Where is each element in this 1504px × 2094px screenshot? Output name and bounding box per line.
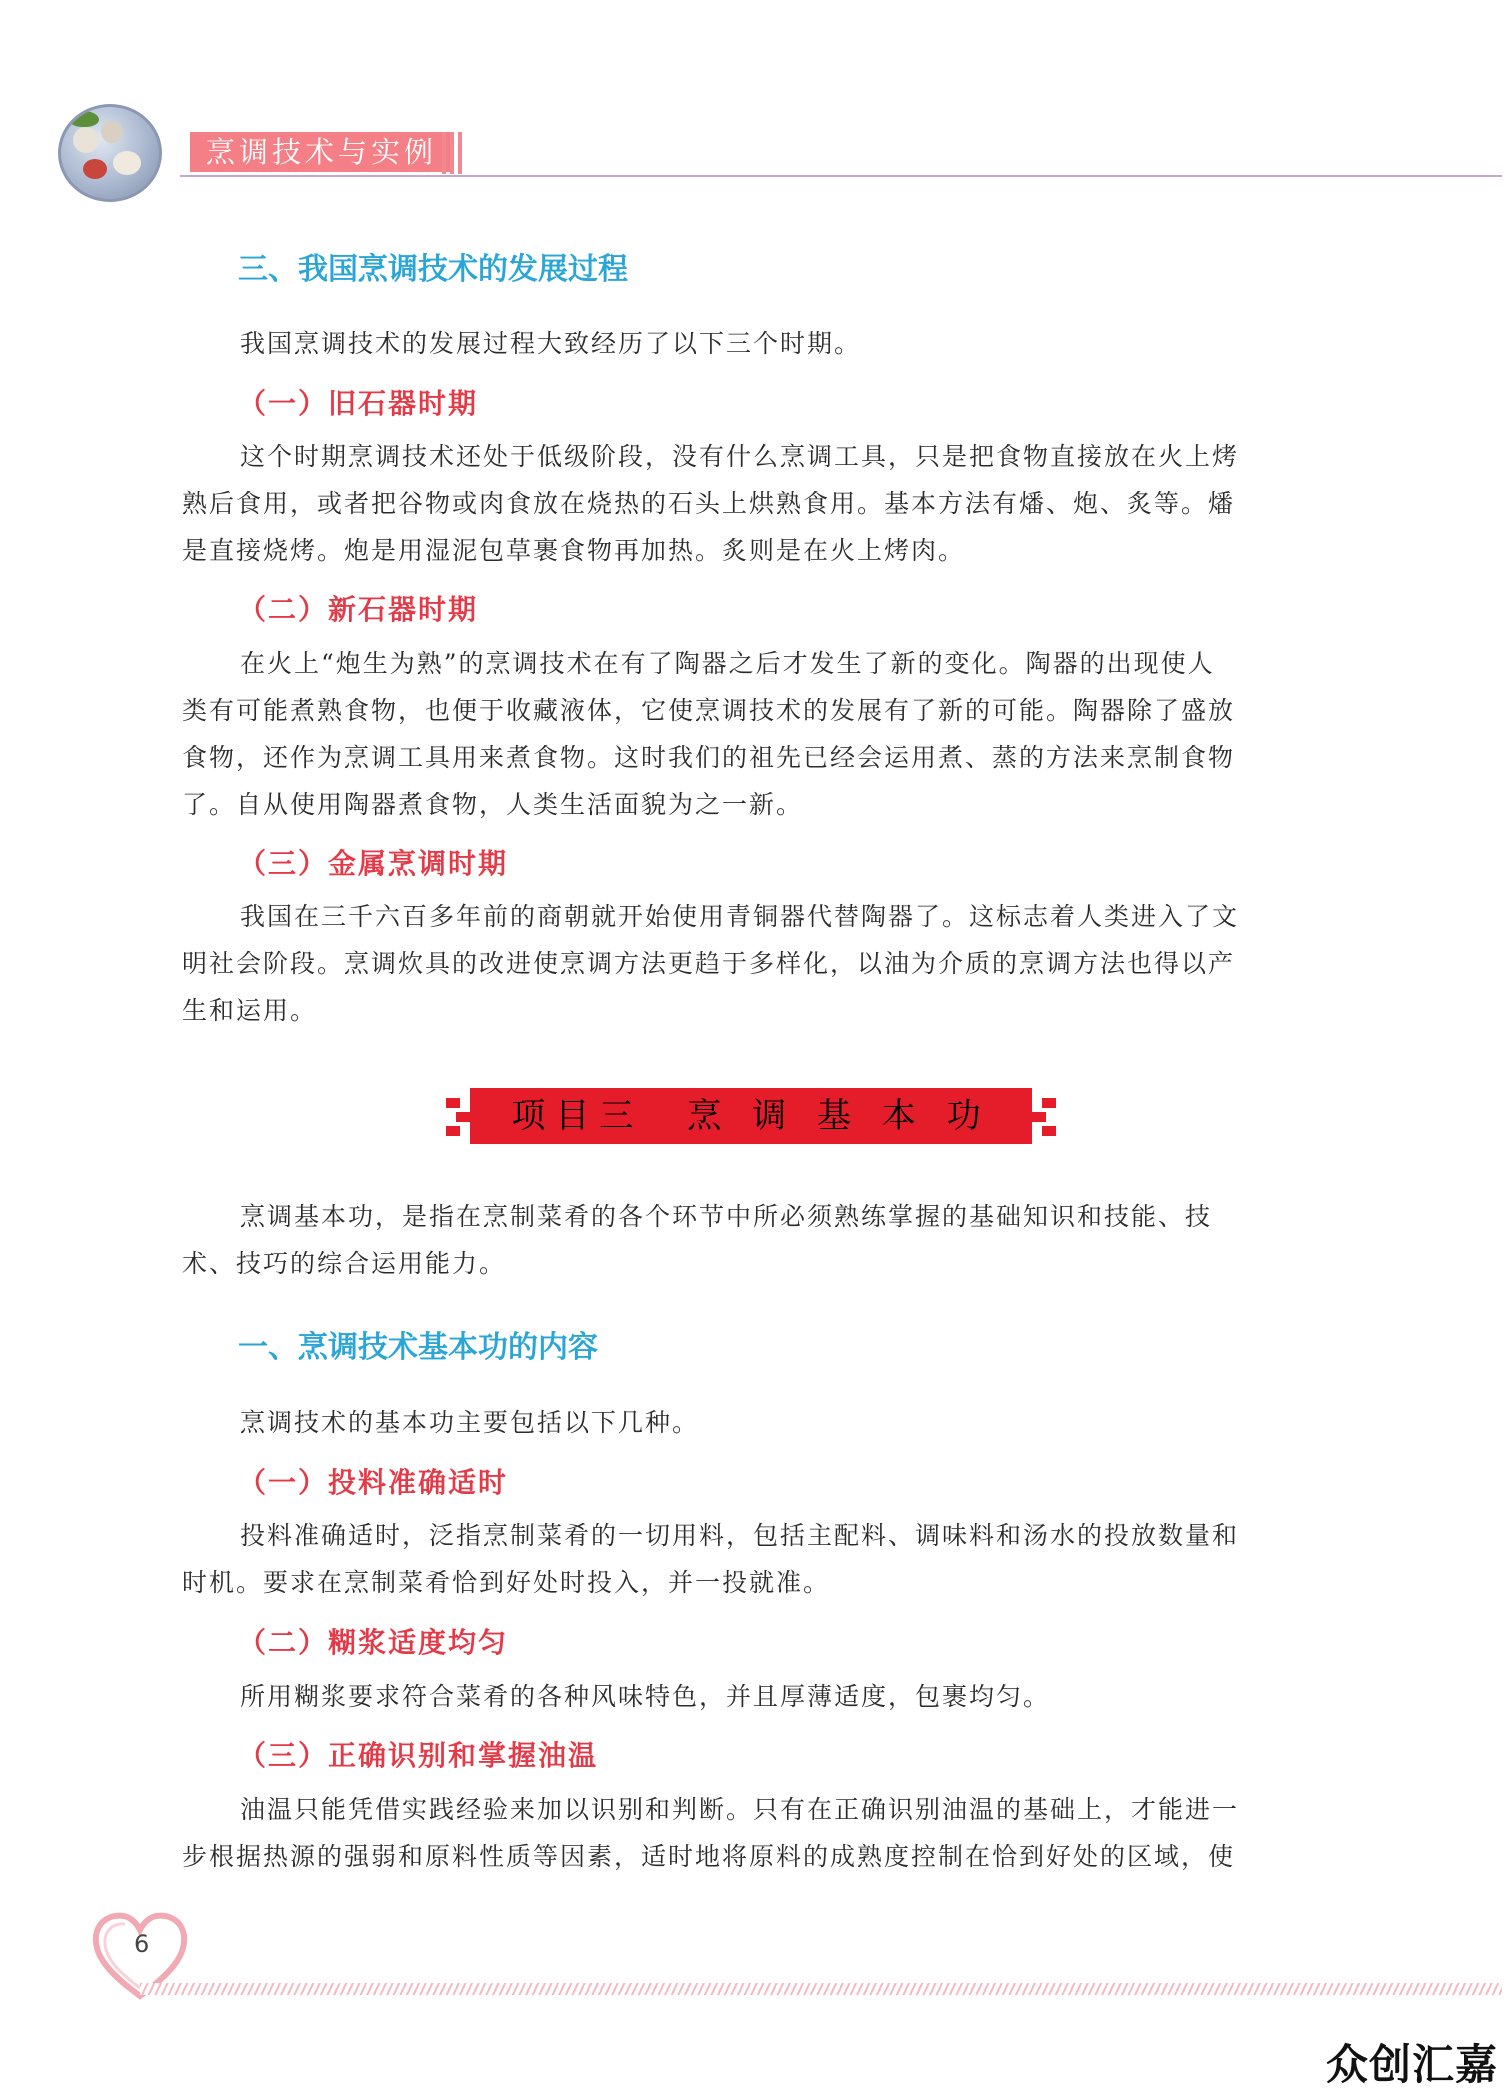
- footer-stripe: [140, 1983, 1502, 1995]
- paragraph-paleolithic: [182, 433, 1322, 574]
- text-line: 熟后食用，或者把谷物或肉食放在烧热的石头上烘熟食用。基本方法有燔、炮、炙等。燔: [182, 489, 1236, 518]
- text-line: 投料准确适时，泛指烹制菜肴的一切用料，包括主配料、调味料和汤水的投放数量和: [240, 1521, 1240, 1550]
- paragraph-metal-age: [182, 893, 1322, 1034]
- banner-decoration: [446, 1098, 460, 1108]
- mushroom-decoration: [73, 127, 99, 153]
- page-number: 6: [134, 1930, 150, 1958]
- subsection-title-metal-age: （三）金属烹调时期: [238, 847, 509, 880]
- subsection-title-neolithic: （二）新石器时期: [238, 593, 479, 626]
- text-line: 步根据热源的强弱和原料性质等因素，适时地将原料的成熟度控制在恰到好处的区域，使: [182, 1842, 1236, 1871]
- header-food-plate-image: [58, 104, 162, 202]
- paragraph-batter: [182, 1673, 1322, 1720]
- text-line: 这个时期烹调技术还处于低级阶段，没有什么烹调工具，只是把食物直接放在火上烤: [240, 442, 1240, 471]
- book-title: 烹调技术与实例: [206, 135, 438, 169]
- project-banner-title: 项目三 烹 调 基 本 功: [511, 1096, 991, 1136]
- text-line: 时机。要求在烹制菜肴恰到好处时投入，并一投就准。: [182, 1568, 831, 1597]
- text-line: 食物，还作为烹调工具用来煮食物。这时我们的祖先已经会运用煮、蒸的方法来烹制食物: [182, 743, 1236, 772]
- header-bar-decoration: [450, 132, 454, 174]
- banner-decoration: [456, 1112, 470, 1122]
- header-rule: [180, 175, 1502, 177]
- text-line: 我国在三千六百多年前的商朝就开始使用青铜器代替陶器了。这标志着人类进入了文: [240, 902, 1240, 931]
- text-line: 所用糊浆要求符合菜肴的各种风味特色，并且厚薄适度，包裹均匀。: [240, 1682, 1051, 1711]
- banner-decoration: [1042, 1098, 1056, 1108]
- tomato-decoration: [83, 159, 107, 179]
- subsection-title-oil-temperature: （三）正确识别和掌握油温: [238, 1739, 599, 1772]
- paragraph-neolithic: [182, 640, 1322, 828]
- garlic-decoration: [113, 151, 141, 175]
- header-bar-decoration: [442, 132, 446, 174]
- banner-decoration: [446, 1126, 460, 1136]
- paragraph-ingredients: [182, 1512, 1322, 1606]
- text-line: 明社会阶段。烹调炊具的改进使烹调方法更趋于多样化，以油为介质的烹调方法也得以产: [182, 949, 1236, 978]
- text-line: 术、技巧的综合运用能力。: [182, 1249, 507, 1278]
- project-intro-paragraph: [182, 1193, 1322, 1287]
- text-line: 类有可能煮熟食物，也便于收藏液体，它使烹调技术的发展有了新的可能。陶器除了盛放: [182, 696, 1236, 725]
- section-intro-paragraph: [182, 320, 1322, 367]
- banner-decoration: [1042, 1126, 1056, 1136]
- banner-decoration: [1032, 1112, 1046, 1122]
- subsection-title-paleolithic: （一）旧石器时期: [238, 387, 479, 420]
- paragraph-oil-temperature: [182, 1786, 1322, 1880]
- header-bar-decoration: [458, 132, 462, 174]
- mushroom-decoration: [101, 121, 123, 143]
- text-line: 我国烹调技术的发展过程大致经历了以下三个时期。: [240, 329, 862, 358]
- section-title-basic-skills: 一、烹调技术基本功的内容: [238, 1330, 598, 1365]
- section-title-development: 三、我国烹调技术的发展过程: [238, 252, 628, 287]
- text-line: 生和运用。: [182, 996, 318, 1025]
- text-line: 油温只能凭借实践经验来加以识别和判断。只有在正确识别油温的基础上，才能进一: [240, 1795, 1240, 1824]
- text-line: 是直接烧烤。炮是用湿泥包草裹食物再加热。炙则是在火上烤肉。: [182, 536, 966, 565]
- text-line: 烹调基本功，是指在烹制菜肴的各个环节中所必须熟练掌握的基础知识和技能、技: [240, 1202, 1213, 1231]
- text-line: 在火上“炮生为熟”的烹调技术在有了陶器之后才发生了新的变化。陶器的出现使人: [240, 649, 1215, 678]
- subsection-title-batter: （二）糊浆适度均匀: [238, 1626, 509, 1659]
- text-line: 烹调技术的基本功主要包括以下几种。: [240, 1408, 700, 1437]
- watermark: 众创汇嘉: [1325, 2040, 1498, 2089]
- subsection-title-ingredients: （一）投料准确适时: [238, 1466, 509, 1499]
- text-line: 了。自从使用陶器煮食物，人类生活面貌为之一新。: [182, 790, 804, 819]
- leaf-decoration: [69, 111, 99, 127]
- section-intro-paragraph: [182, 1399, 1322, 1446]
